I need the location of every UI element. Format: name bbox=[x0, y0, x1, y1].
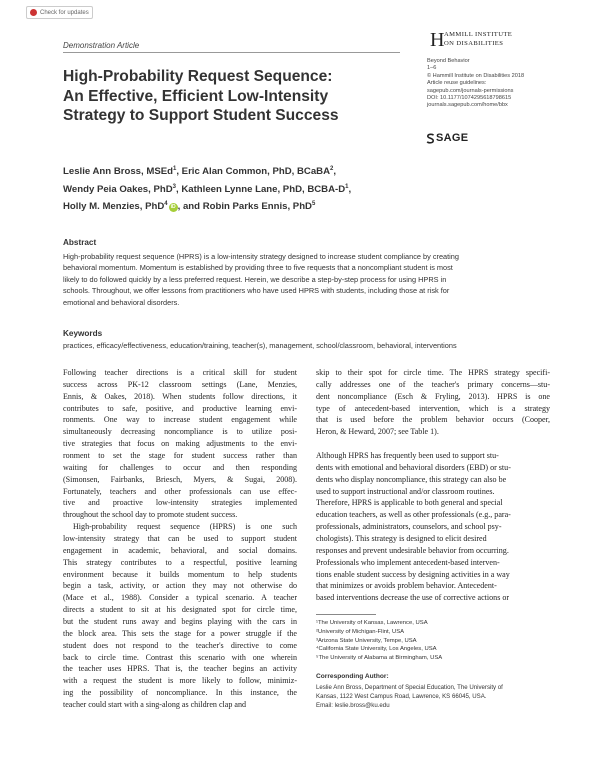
abstract-line: schools. Throughout, we offer lessons from practitioners who have used HPRS with students, including those at risk for bbox=[63, 286, 450, 296]
sage-logo bbox=[426, 132, 468, 144]
keywords-heading: Keywords bbox=[63, 329, 103, 338]
journal-metadata bbox=[427, 58, 524, 110]
body-text-line: begin a task, activity, or action they may not otherwise do bbox=[63, 581, 297, 591]
body-text-line: student does not respond to the teacher's directive to come bbox=[63, 640, 297, 650]
affiliation-marker: 2 bbox=[330, 166, 334, 172]
orcid-icon[interactable]: iD bbox=[170, 203, 176, 210]
separator: , bbox=[348, 183, 352, 195]
footnote: ⁴California State University, Los Angeles, USA bbox=[316, 646, 437, 653]
body-text-line: Ennis, & Oakes, 2018). When students follow directions, it bbox=[63, 391, 297, 401]
body-text-line: that is used before the problem behavior occurs (Cooper, bbox=[316, 415, 550, 425]
body-text-line: dent noncompliance (Esch & Fryling, 2013). HPRS is one bbox=[316, 391, 550, 401]
check-for-updates-badge[interactable] bbox=[26, 6, 93, 19]
reuse-guidelines: Article reuse guidelines: bbox=[427, 80, 487, 87]
affiliation-marker: 1 bbox=[345, 183, 349, 190]
author-line-3 bbox=[63, 197, 351, 215]
body-text-line: contributes to safe, positive, and productive learning envi- bbox=[63, 403, 297, 413]
hammill-institute-logo bbox=[430, 30, 550, 52]
article-type-label: Demonstration Article bbox=[63, 41, 140, 50]
body-text-line: based interventions decrease the use of corrective actions or bbox=[316, 593, 510, 603]
author-name: , and Robin Parks Ennis, PhD bbox=[177, 201, 312, 213]
body-text-line: with a request the student is more likely to follow, minimiz- bbox=[63, 676, 297, 686]
body-text-line: Professionals who implement antecedent-based interven- bbox=[316, 557, 500, 567]
body-text-line: simultaneously decreasing noncompliance is to utilize posi- bbox=[63, 427, 297, 437]
body-text-line: teacher could start with a sing-along as children clap and bbox=[63, 700, 246, 710]
author-list bbox=[63, 162, 351, 215]
body-text-line: education teachers, as well as other professionals (e.g., para- bbox=[316, 510, 511, 520]
permissions-link[interactable]: sagepub.com/journals-permissions bbox=[427, 87, 514, 94]
abstract-body bbox=[63, 251, 543, 308]
footnote: ¹The University of Kansas, Lawrence, USA bbox=[316, 620, 428, 626]
title-line-1: High-Probability Request Sequence: bbox=[63, 68, 333, 85]
body-text-line: low-intensity strategy that can be used to support student bbox=[63, 534, 297, 544]
footnote: ⁵The University of Alabama at Birmingham, USA bbox=[316, 655, 443, 662]
corresponding-line: Leslie Ann Bross, Department of Special Education, The University of bbox=[316, 684, 503, 691]
journal-homepage-link[interactable]: journals.sagepub.com/home/bbx bbox=[427, 102, 508, 109]
body-text-line: throughout the school day to promote student success. bbox=[63, 510, 238, 520]
body-column-left bbox=[63, 367, 297, 711]
body-text-line: tions enable student success by designing activities in a way bbox=[316, 569, 510, 579]
body-text-line: tive strategies that focus on making adjustments to the envi- bbox=[63, 439, 297, 449]
body-text-line: Heron, & Heward, 2007; see Table 1). bbox=[316, 427, 439, 437]
body-text-line: ing the possibility of noncompliance. In this instance, the bbox=[63, 688, 297, 698]
body-text-line: cally addresses one of the teacher's primary concerns—stu- bbox=[316, 379, 550, 389]
author-name: Holly M. Menzies, PhD bbox=[63, 201, 165, 213]
corresponding-author-details bbox=[316, 683, 503, 710]
body-text-line: environment because it builds momentum to help students bbox=[63, 569, 297, 579]
sage-wordmark: SAGE bbox=[436, 132, 469, 144]
author-name: , Eric Alan Common, PhD, BCaBA bbox=[176, 166, 331, 178]
body-text-line: This strategy contributes to a respectful, positive learning bbox=[63, 557, 297, 567]
body-text-line: professionals, administrators, counselors, and school psy- bbox=[316, 522, 502, 532]
abstract-line: emotional and behavioral disorders. bbox=[63, 297, 180, 307]
affiliation-marker: 3 bbox=[172, 183, 177, 190]
body-text-line: Therefore, HPRS is applicable to both general and special bbox=[316, 498, 503, 508]
header-rule bbox=[63, 52, 400, 53]
body-text-line: chologists). This strategy is designed to elicit desired bbox=[316, 534, 487, 544]
journal-name: Beyond Behavior bbox=[427, 58, 470, 64]
corresponding-email[interactable]: Email: leslie.bross@ku.edu bbox=[316, 702, 390, 709]
affiliation-marker: 4 bbox=[164, 201, 168, 208]
body-text-line: ronments. One way to increase student engagement while bbox=[63, 415, 297, 425]
affiliation-marker: 5 bbox=[311, 201, 316, 208]
abstract-line: behavioral momentum. Momentum is established by providing three to five requests that a noncompliant student is most bbox=[63, 263, 453, 273]
footnote: ³Arizona State University, Tempe, USA bbox=[316, 637, 417, 644]
body-text-line: tive and proactive low-intensity strategies implemented bbox=[63, 498, 297, 508]
body-text-line: skip to their spot for circle time. The HPRS strategy specifi- bbox=[316, 368, 550, 377]
author-name: , Kathleen Lynne Lane, PhD, BCBA-D bbox=[176, 183, 346, 195]
body-text-line: responses and prevent undesirable behavior from occurring. bbox=[316, 545, 509, 555]
body-text-line: engagement in academic, behavioral, and social domains. bbox=[63, 545, 297, 555]
body-text-line: the teacher uses HPRS. That is, the teacher begins an activity bbox=[63, 664, 297, 674]
doi[interactable]: DOI: 10.1177/1074295618798615 bbox=[427, 95, 512, 102]
body-text-line: Fortunately, teachers and other professionals can use effec- bbox=[63, 486, 297, 496]
body-text-line: but the student runs away and begins playing with the cars in bbox=[63, 617, 297, 627]
logo-line-2: ON DISABILITIES bbox=[444, 40, 504, 47]
title-line-2: An Effective, Efficient Low-Intensity bbox=[63, 87, 329, 105]
author-name: Leslie Ann Bross, MSEd bbox=[63, 166, 173, 178]
article-title bbox=[63, 67, 393, 126]
abstract-line: High-probability request sequence (HPRS) is a low-intensity strategy designed to increase student compliance by creating bbox=[63, 252, 459, 261]
author-name: Wendy Peia Oakes, PhD bbox=[63, 183, 173, 195]
body-text-line: (Mace et al., 1988). Consider a typical scenario. A teacher bbox=[63, 593, 297, 603]
affiliation-footnotes bbox=[316, 619, 442, 663]
body-text-line: used to support instructional and/or classroom routines. bbox=[316, 486, 495, 496]
abstract-line: likely to do followed quickly by a less preferred request. Herein, we describe a step-by-step process for using HPRS in bbox=[63, 274, 447, 284]
body-text-line: Following teacher directions is a critical skill for student bbox=[63, 368, 297, 377]
author-line-2 bbox=[63, 180, 351, 198]
logo-mark: H bbox=[430, 29, 445, 51]
abstract-heading: Abstract bbox=[63, 238, 97, 247]
crossmark-icon bbox=[30, 9, 37, 16]
body-text-line: Although HPRS has frequently been used to support stu- bbox=[316, 451, 499, 460]
copyright: © Hammill Institute on Disabilities 2018 bbox=[427, 72, 525, 79]
body-text-line: that minimizes or avoids problem behavior. Antecedent- bbox=[316, 581, 497, 591]
body-text-line: (Simonsen, Fairbanks, Briesch, Myers, & Sugai, 2008). bbox=[63, 474, 297, 484]
affiliation-marker: 1 bbox=[173, 166, 177, 172]
sage-s-icon bbox=[426, 133, 435, 144]
author-line-1 bbox=[63, 162, 351, 180]
body-column-right-bottom bbox=[316, 450, 550, 604]
footnote-rule bbox=[316, 614, 376, 615]
body-text-line: waiting for challenges to occur and then responding bbox=[63, 462, 297, 472]
body-column-right-top bbox=[316, 367, 550, 438]
page-range: 1–6 bbox=[427, 65, 437, 72]
title-line-3: Strategy to Support Student Success bbox=[63, 107, 339, 124]
body-text-line: dents who display noncompliance, this strategy can also be bbox=[316, 474, 507, 484]
body-text-line: the block area. This sets the stage for a power struggle if the bbox=[63, 628, 297, 638]
body-text-line: dents with emotional and behavioral disorders (EBD) or stu- bbox=[316, 462, 511, 472]
keywords-list: practices, efficacy/effectiveness, education/training, teacher(s), management, school/classroom, behavioral, interventions bbox=[63, 341, 457, 350]
footnote: ²University of Michigan-Flint, USA bbox=[316, 628, 405, 635]
body-text-line: success across PK-12 classroom settings (Lane, Menzies, bbox=[63, 379, 297, 389]
corresponding-line: Kansas, 1122 West Campus Road, Lawrence, KS 66045, USA. bbox=[316, 693, 487, 700]
check-for-updates-label: Check for updates bbox=[40, 9, 89, 16]
corresponding-author-heading: Corresponding Author: bbox=[316, 673, 389, 680]
body-text-line: back to circle time. Contrast this scenario with one wherein bbox=[63, 652, 297, 662]
body-text-line: directs a student to sit at his designated spot for circle time, bbox=[63, 605, 297, 615]
body-text-line: High-probability request sequence (HPRS) is one such bbox=[73, 522, 297, 532]
separator: , bbox=[333, 166, 337, 178]
body-text-line: ronment to set the stage for student success rather than bbox=[63, 451, 297, 461]
logo-line-1: AMMILL INSTITUTE bbox=[444, 31, 513, 38]
body-text-line: type of antecedent-based intervention, which is a strategy bbox=[316, 403, 550, 413]
